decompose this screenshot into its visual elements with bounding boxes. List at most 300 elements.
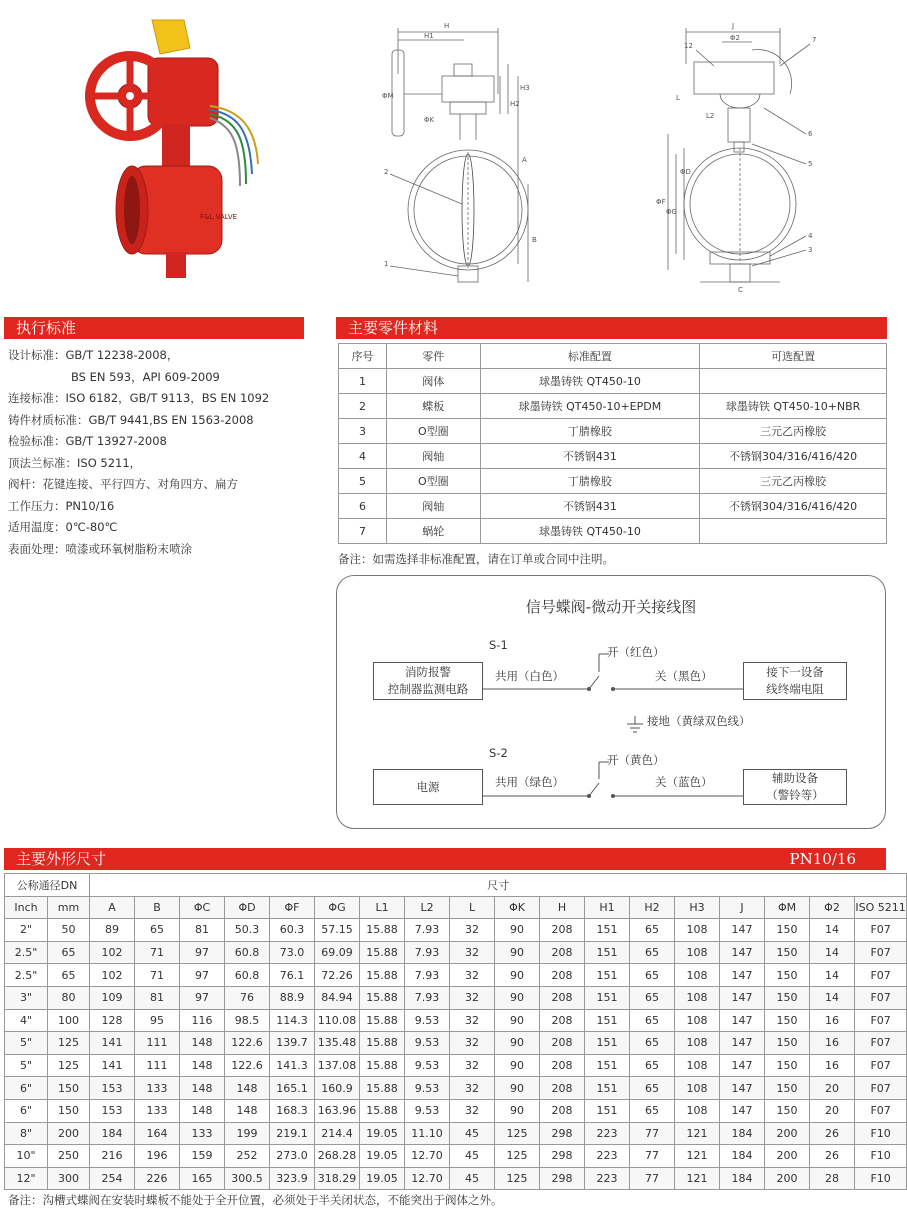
side-label-l2: L2 (706, 112, 715, 120)
dimensions-cell: 208 (540, 1054, 585, 1077)
side-label-j: J (732, 22, 735, 30)
dimensions-header-cell: H (540, 896, 585, 919)
dimensions-table (4, 873, 907, 1190)
side-label-12: 12 (684, 42, 693, 50)
dimensions-header-cell: H3 (675, 896, 720, 919)
side-label-phi2: Φ2 (730, 34, 740, 42)
dimensions-cell: 60.3 (270, 919, 315, 942)
dimensions-cell: 135.48 (315, 1032, 360, 1055)
dimensions-cell: 15.88 (360, 1054, 405, 1077)
dimensions-header-cell: ΦC (180, 896, 225, 919)
dimensions-cell: 2.5" (5, 941, 48, 964)
dimensions-cell: 65 (630, 964, 675, 987)
dimensions-row (5, 964, 907, 987)
dimensions-cell: 108 (675, 986, 720, 1009)
s1-label: S-1 (489, 638, 508, 652)
dimensions-header-cell: L1 (360, 896, 405, 919)
dimensions-cell: 90 (495, 1054, 540, 1077)
parts-row (339, 369, 887, 394)
dimensions-cell: 11.10 (405, 1122, 450, 1145)
dimensions-cell: 150 (765, 964, 810, 987)
standards-line: 检验标准：GB/T 13927-2008 (8, 434, 167, 448)
dimensions-cell: 102 (90, 941, 135, 964)
dimensions-cell: 14 (810, 941, 855, 964)
dimensions-cell: 100 (48, 1009, 90, 1032)
dimensions-cell: 73.0 (270, 941, 315, 964)
dimensions-cell: 65 (135, 919, 180, 942)
dimensions-cell: 15.88 (360, 1077, 405, 1100)
dimensions-cell: 208 (540, 941, 585, 964)
dimensions-header-cell: A (90, 896, 135, 919)
parts-cell: 不锈钢304/316/416/420 (700, 494, 887, 519)
dimensions-cell: 150 (48, 1099, 90, 1122)
dimensions-cell: 32 (450, 986, 495, 1009)
s1-right-box-line1: 接下一设备 (766, 665, 824, 679)
dimensions-cell: 20 (810, 1077, 855, 1100)
dimensions-cell: 90 (495, 941, 540, 964)
dimensions-cell: 90 (495, 919, 540, 942)
wiring-diagram (336, 575, 886, 829)
dimensions-cell: 323.9 (270, 1167, 315, 1190)
dimensions-cell: 95 (135, 1009, 180, 1032)
parts-cell: 1 (339, 369, 387, 394)
s1-common-label: 共用（白色） (495, 669, 564, 683)
front-label-phik: ΦK (424, 116, 435, 124)
dimensions-cell: 318.29 (315, 1167, 360, 1190)
dimensions-cell: 72.26 (315, 964, 360, 987)
dimensions-cell: 147 (720, 919, 765, 942)
dimensions-cell: 139.7 (270, 1032, 315, 1055)
parts-header: 序号 (339, 344, 387, 369)
dimensions-cell: 151 (585, 964, 630, 987)
parts-cell (700, 369, 887, 394)
side-view-drawing (640, 14, 840, 294)
dimensions-note: 备注：沟槽式蝶阀在安装时蝶板不能处于全开位置，必须处于半关闭状态，不能突出于阀体之外。 (8, 1193, 503, 1207)
dimensions-cell: 50.3 (225, 919, 270, 942)
dimensions-cell: 151 (585, 1054, 630, 1077)
dimensions-cell: 147 (720, 1009, 765, 1032)
parts-row (339, 419, 887, 444)
dimensions-cell: 65 (630, 1077, 675, 1100)
dimensions-cell: 65 (630, 1032, 675, 1055)
dimensions-cell: 9.53 (405, 1009, 450, 1032)
dimensions-header-cell: H2 (630, 896, 675, 919)
dimensions-cell: 65 (630, 919, 675, 942)
side-label-6: 6 (808, 130, 813, 138)
dimensions-cell: 108 (675, 1009, 720, 1032)
dimensions-cell: 8" (5, 1122, 48, 1145)
front-label-phim: ΦM (382, 92, 394, 100)
dimensions-header-cell: ΦD (225, 896, 270, 919)
dimensions-cell: 7.93 (405, 986, 450, 1009)
dimensions-cell: 16 (810, 1009, 855, 1032)
dimensions-cell: 90 (495, 986, 540, 1009)
dimensions-cell: 32 (450, 1009, 495, 1032)
side-label-5: 5 (808, 160, 813, 168)
dimensions-cell: 151 (585, 986, 630, 1009)
standards-line: 适用温度：0℃-80℃ (8, 520, 118, 534)
dimensions-header-cell: ΦG (315, 896, 360, 919)
dimensions-cell: 147 (720, 941, 765, 964)
dimensions-header-cell: Φ2 (810, 896, 855, 919)
dimensions-header-size: 尺寸 (90, 874, 907, 897)
dimensions-cell: 7.93 (405, 919, 450, 942)
parts-cell: 丁腈橡胶 (480, 419, 700, 444)
s2-left-box-line1: 电源 (416, 779, 440, 794)
dimensions-cell: 150 (765, 1054, 810, 1077)
dimensions-cell: 223 (585, 1167, 630, 1190)
dimensions-cell: 151 (585, 1009, 630, 1032)
dimensions-cell: 65 (630, 941, 675, 964)
dimensions-cell: 65 (48, 964, 90, 987)
dimensions-cell: 28 (810, 1167, 855, 1190)
dimensions-cell: 151 (585, 941, 630, 964)
dimensions-cell: 147 (720, 1077, 765, 1100)
dimensions-cell: 208 (540, 1009, 585, 1032)
side-label-l: L (676, 94, 680, 102)
dimensions-cell: 122.6 (225, 1054, 270, 1077)
dimensions-cell: 108 (675, 1054, 720, 1077)
dimensions-row (5, 941, 907, 964)
standards-line: 铸件材质标准：GB/T 9441,BS EN 1563-2008 (8, 412, 254, 427)
dimensions-cell: F07 (855, 941, 907, 964)
dimensions-cell: 151 (585, 919, 630, 942)
side-label-phid: ΦD (680, 168, 691, 176)
dimensions-row (5, 986, 907, 1009)
dimensions-cell: 150 (765, 1032, 810, 1055)
dimensions-cell: F10 (855, 1167, 907, 1190)
dimensions-cell: 15.88 (360, 1032, 405, 1055)
front-label-b: B (532, 236, 537, 244)
s2-open-label: 开（黄色） (607, 753, 665, 767)
dimensions-cell: 14 (810, 919, 855, 942)
dimensions-cell: 151 (585, 1077, 630, 1100)
parts-cell: 5 (339, 469, 387, 494)
dimensions-cell: 14 (810, 964, 855, 987)
dimensions-cell: 199 (225, 1122, 270, 1145)
dimensions-cell: 298 (540, 1122, 585, 1145)
dimensions-group-header-row (5, 874, 907, 897)
dimensions-header-cell: L2 (405, 896, 450, 919)
parts-title: 主要零件材料 (336, 317, 887, 339)
dimensions-cell: 10" (5, 1145, 48, 1168)
dimensions-cell: 252 (225, 1145, 270, 1168)
dimensions-cell: 148 (225, 1077, 270, 1100)
dimensions-cell: 108 (675, 964, 720, 987)
dimensions-cell: 151 (585, 1032, 630, 1055)
dimensions-cell: 148 (225, 1099, 270, 1122)
dimensions-cell: 108 (675, 1032, 720, 1055)
dimensions-header-cell: Inch (5, 896, 48, 919)
parts-cell: 蜗轮 (386, 519, 480, 544)
dimensions-cell: 2.5" (5, 964, 48, 987)
dimensions-cell: 254 (90, 1167, 135, 1190)
dimensions-cell: 300.5 (225, 1167, 270, 1190)
dimensions-cell: 15.88 (360, 941, 405, 964)
dimensions-cell: 298 (540, 1167, 585, 1190)
dimensions-cell: 165 (180, 1167, 225, 1190)
wiring-title: 信号蝶阀-微动开关接线图 (525, 598, 697, 616)
dimensions-cell: 32 (450, 964, 495, 987)
dimensions-cell: 5" (5, 1032, 48, 1055)
dimensions-cell: 208 (540, 1077, 585, 1100)
parts-cell: 阀体 (386, 369, 480, 394)
parts-header: 标准配置 (480, 344, 700, 369)
dimensions-cell: 81 (180, 919, 225, 942)
parts-cell: 阀轴 (386, 444, 480, 469)
dimensions-cell: 15.88 (360, 964, 405, 987)
dimensions-row (5, 1099, 907, 1122)
parts-row (339, 519, 887, 544)
dimensions-header-cell: B (135, 896, 180, 919)
dimensions-cell: 300 (48, 1167, 90, 1190)
parts-cell: 丁腈橡胶 (480, 469, 700, 494)
dimensions-header-row (5, 896, 907, 919)
dimensions-cell: 125 (495, 1122, 540, 1145)
dimensions-cell: 208 (540, 919, 585, 942)
dimensions-cell: 111 (135, 1032, 180, 1055)
dimensions-cell: 26 (810, 1122, 855, 1145)
dimensions-cell: 159 (180, 1145, 225, 1168)
dimensions-cell: 223 (585, 1122, 630, 1145)
parts-header: 可选配置 (700, 344, 887, 369)
dimensions-cell: 16 (810, 1054, 855, 1077)
dimensions-cell: 65 (630, 1099, 675, 1122)
dimensions-row (5, 1054, 907, 1077)
dimensions-cell: 223 (585, 1145, 630, 1168)
dimensions-cell: 80 (48, 986, 90, 1009)
dimensions-cell: 168.3 (270, 1099, 315, 1122)
standards-line: 设计标准：GB/T 12238-2008， (8, 348, 179, 362)
dimensions-cell: 65 (630, 1009, 675, 1032)
dimensions-cell: 108 (675, 1099, 720, 1122)
dimensions-cell: 32 (450, 1032, 495, 1055)
s1-left-box-line1: 消防报警 (405, 665, 451, 679)
front-label-h1: H1 (424, 32, 434, 40)
dimensions-cell: 12.70 (405, 1167, 450, 1190)
parts-cell: 6 (339, 494, 387, 519)
dimensions-cell: 184 (720, 1122, 765, 1145)
dimensions-header-cell: ΦF (270, 896, 315, 919)
dimensions-cell: 208 (540, 964, 585, 987)
standards-line: 工作压力：PN10/16 (8, 498, 115, 513)
dimensions-cell: 15.88 (360, 1099, 405, 1122)
dimensions-header-cell: mm (48, 896, 90, 919)
dimensions-cell: 109 (90, 986, 135, 1009)
dimensions-cell: 216 (90, 1145, 135, 1168)
dimensions-cell: 150 (765, 919, 810, 942)
dimensions-cell: 208 (540, 1032, 585, 1055)
dimensions-cell: 19.05 (360, 1167, 405, 1190)
dimensions-cell: 226 (135, 1167, 180, 1190)
parts-row (339, 494, 887, 519)
dimensions-cell: 110.08 (315, 1009, 360, 1032)
ground-label: 接地（黄绿双色线） (647, 714, 751, 728)
dimensions-cell: 14 (810, 986, 855, 1009)
parts-cell: 3 (339, 419, 387, 444)
dimensions-cell: 60.8 (225, 941, 270, 964)
dimensions-cell: 6" (5, 1077, 48, 1100)
parts-cell: 三元乙丙橡胶 (700, 469, 887, 494)
dimensions-cell: 148 (180, 1099, 225, 1122)
parts-header: 零件 (386, 344, 480, 369)
dimensions-cell: 147 (720, 1099, 765, 1122)
s1-left-box-line2: 控制器监测电路 (387, 682, 469, 696)
dimensions-cell: 121 (675, 1167, 720, 1190)
side-label-phig: ΦG (666, 208, 677, 216)
parts-cell: 阀轴 (386, 494, 480, 519)
dimensions-cell: 9.53 (405, 1054, 450, 1077)
dimensions-cell: 90 (495, 1009, 540, 1032)
dimensions-cell: 121 (675, 1145, 720, 1168)
dimensions-cell: F07 (855, 1032, 907, 1055)
dimensions-cell: 50 (48, 919, 90, 942)
dimensions-cell: 184 (90, 1122, 135, 1145)
parts-cell: 不锈钢431 (480, 494, 700, 519)
dimensions-cell: 133 (180, 1122, 225, 1145)
dimensions-cell: 7.93 (405, 964, 450, 987)
parts-cell (700, 519, 887, 544)
dimensions-row (5, 1145, 907, 1168)
dimensions-cell: 98.5 (225, 1009, 270, 1032)
dimensions-cell: 9.53 (405, 1099, 450, 1122)
dimensions-header-cell: H1 (585, 896, 630, 919)
parts-cell: 三元乙丙橡胶 (700, 419, 887, 444)
wiring-lines (337, 576, 885, 828)
parts-cell: 不锈钢431 (480, 444, 700, 469)
dimensions-cell: 84.94 (315, 986, 360, 1009)
dimensions-cell: 4" (5, 1009, 48, 1032)
dimensions-cell: 88.9 (270, 986, 315, 1009)
dimensions-cell: 121 (675, 1122, 720, 1145)
s2-right-box-line1: 辅助设备 (772, 771, 818, 785)
dimensions-cell: 148 (180, 1054, 225, 1077)
standards-title: 执行标准 (4, 317, 304, 339)
side-label-phif: ΦF (656, 198, 666, 206)
dimensions-cell: 141 (90, 1054, 135, 1077)
standards-line: 连接标准：ISO 6182，GB/T 9113，BS EN 1092 (8, 391, 270, 405)
dimensions-cell: 45 (450, 1122, 495, 1145)
dimensions-cell: 147 (720, 986, 765, 1009)
dimensions-cell: 90 (495, 1077, 540, 1100)
front-label-a: A (522, 156, 527, 164)
dimensions-cell: 32 (450, 1099, 495, 1122)
dimensions-header-dn: 公称通径DN (5, 874, 90, 897)
dimensions-header-cell: ISO 5211 (855, 896, 907, 919)
dimensions-header-cell: L (450, 896, 495, 919)
dimensions-cell: 20 (810, 1099, 855, 1122)
dimensions-cell: 150 (48, 1077, 90, 1100)
dimensions-cell: 268.28 (315, 1145, 360, 1168)
dimensions-cell: 151 (585, 1099, 630, 1122)
dimensions-cell: 71 (135, 964, 180, 987)
dimensions-cell: 147 (720, 1054, 765, 1077)
dimensions-cell: 160.9 (315, 1077, 360, 1100)
dimensions-cell: 71 (135, 941, 180, 964)
dimensions-cell: 250 (48, 1145, 90, 1168)
s2-close-label: 关（蓝色） (655, 775, 713, 789)
dimensions-pressure: PN10/16 (789, 850, 856, 868)
dimensions-cell: 114.3 (270, 1009, 315, 1032)
dimensions-cell: 32 (450, 1077, 495, 1100)
dimensions-cell: 19.05 (360, 1145, 405, 1168)
dimensions-cell: 45 (450, 1145, 495, 1168)
dimensions-cell: 148 (180, 1077, 225, 1100)
front-label-h: H (444, 22, 450, 30)
s1-right-box-line2: 线终端电阻 (766, 682, 824, 696)
dimensions-cell: 6" (5, 1099, 48, 1122)
product-photo (80, 14, 280, 286)
dimensions-cell: 125 (495, 1167, 540, 1190)
dimensions-cell: 141.3 (270, 1054, 315, 1077)
front-label-h3: H3 (520, 84, 530, 92)
dimensions-cell: 163.96 (315, 1099, 360, 1122)
standards-line: 表面处理：喷漆或环氧树脂粉末喷涂 (8, 541, 192, 556)
dimensions-cell: 200 (765, 1167, 810, 1190)
dimensions-cell: 133 (135, 1077, 180, 1100)
parts-cell: 球墨铸铁 QT450-10 (480, 369, 700, 394)
dimensions-cell: F07 (855, 919, 907, 942)
dimensions-cell: 273.0 (270, 1145, 315, 1168)
front-view-drawing (368, 14, 568, 286)
dimensions-cell: 208 (540, 1099, 585, 1122)
dimensions-cell: 69.09 (315, 941, 360, 964)
dimensions-cell: 200 (765, 1122, 810, 1145)
dimensions-cell: 15.88 (360, 919, 405, 942)
dimensions-cell: 214.4 (315, 1122, 360, 1145)
dimensions-cell: 298 (540, 1145, 585, 1168)
dimensions-cell: F07 (855, 1054, 907, 1077)
dimensions-row (5, 1032, 907, 1055)
parts-cell: 不锈钢304/316/416/420 (700, 444, 887, 469)
front-label-2: 2 (384, 168, 389, 176)
dimensions-cell: 125 (48, 1032, 90, 1055)
dimensions-cell: 32 (450, 941, 495, 964)
dimensions-cell: 9.53 (405, 1077, 450, 1100)
dimensions-cell: 200 (765, 1145, 810, 1168)
parts-cell: O型圈 (386, 469, 480, 494)
standards-line: BS EN 593，API 609-2009 (71, 369, 220, 384)
dimensions-cell: 153 (90, 1099, 135, 1122)
dimensions-header-cell: ΦK (495, 896, 540, 919)
parts-row (339, 469, 887, 494)
dimensions-row (5, 1009, 907, 1032)
side-label-4: 4 (808, 232, 813, 240)
parts-table (338, 343, 887, 544)
dimensions-cell: 150 (765, 941, 810, 964)
dimensions-title: 主要外形尺寸 (16, 850, 107, 868)
dimensions-cell: 81 (135, 986, 180, 1009)
parts-cell: 4 (339, 444, 387, 469)
side-label-7: 7 (812, 36, 817, 44)
parts-cell: 球墨铸铁 QT450-10+EPDM (480, 394, 700, 419)
parts-cell: 7 (339, 519, 387, 544)
dimensions-cell: 5" (5, 1054, 48, 1077)
dimensions-cell: 77 (630, 1167, 675, 1190)
dimensions-header-cell: J (720, 896, 765, 919)
valve-body-text: F&L VALVE (200, 213, 238, 221)
dimensions-cell: 26 (810, 1145, 855, 1168)
dimensions-row (5, 919, 907, 942)
dimensions-cell: 111 (135, 1054, 180, 1077)
dimensions-cell: 3" (5, 986, 48, 1009)
s2-right-box-line2: （警铃等） (766, 788, 824, 802)
dimensions-cell: 32 (450, 1054, 495, 1077)
dimensions-cell: 148 (180, 1032, 225, 1055)
dimensions-cell: 32 (450, 919, 495, 942)
dimensions-cell: F07 (855, 1009, 907, 1032)
dimensions-cell: 150 (765, 1009, 810, 1032)
